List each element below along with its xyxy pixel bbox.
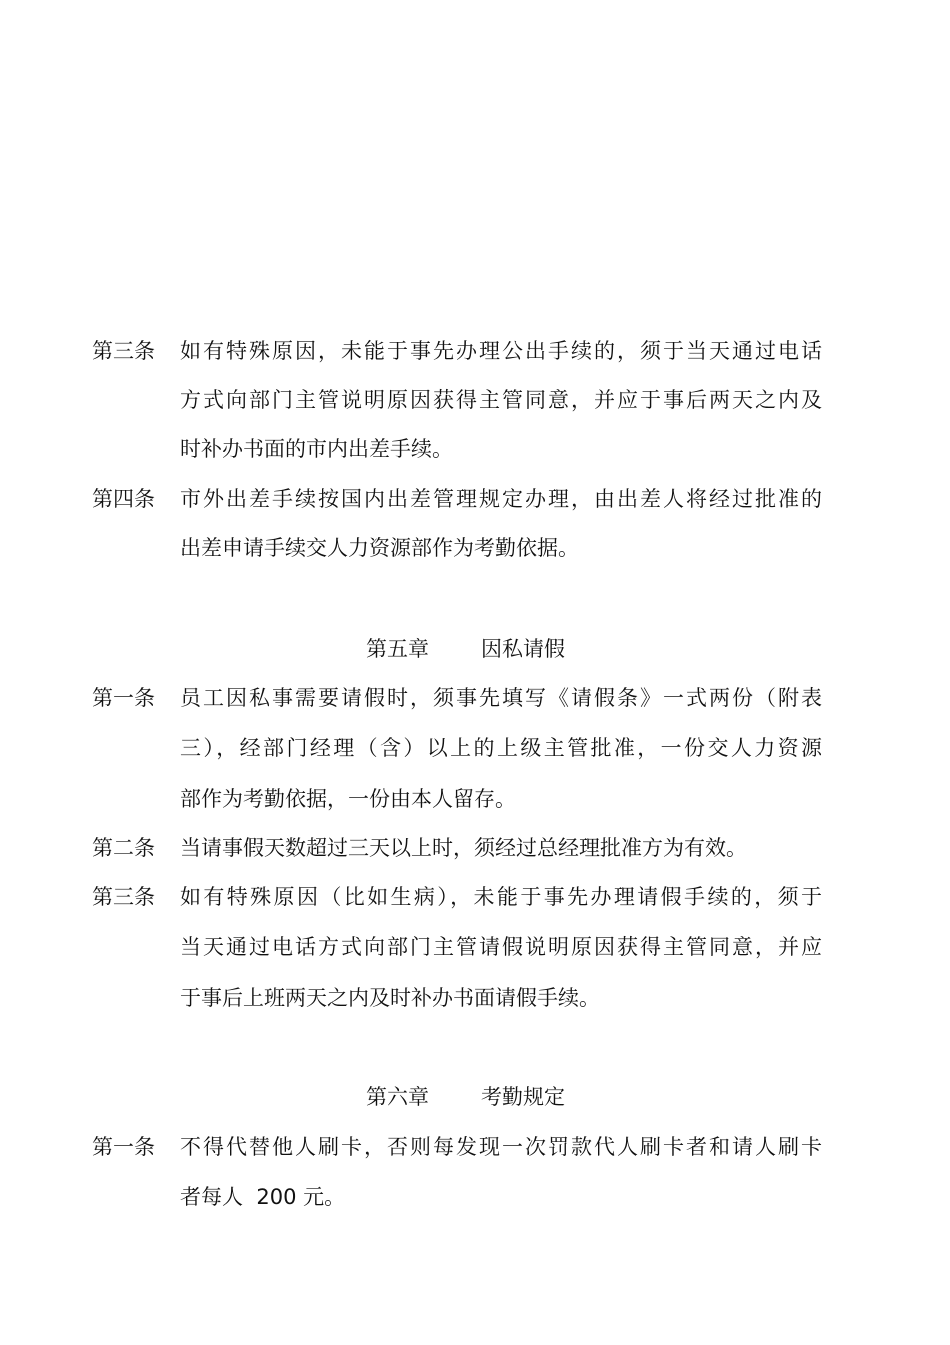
- article-text-line: 不得代替他人刷卡，否则每发现一次罚款代人刷卡者和请人刷卡: [180, 1135, 822, 1159]
- article-text-line: 者每人 200 元。: [180, 1185, 346, 1209]
- chapter-heading: [366, 1082, 565, 1112]
- article-text-line: 当请事假天数超过三天以上时，须经过总经理批准方为有效。: [180, 836, 747, 860]
- chapter-heading: [366, 634, 565, 664]
- article-text-line: 员工因私事需要请假时，须事先填写《请假条》一式两份（附表: [180, 686, 822, 710]
- article-label: 第三条: [92, 885, 155, 909]
- chapter-number: 第五章: [366, 637, 429, 661]
- article-text-line: 如有特殊原因（比如生病），未能于事先办理请假手续的，须于: [180, 885, 822, 909]
- article-label: 第二条: [92, 836, 155, 860]
- article-label: 第三条: [92, 339, 155, 363]
- article-text-line: 时补办书面的市内出差手续。: [180, 437, 453, 461]
- article-text-line: 于事后上班两天之内及时补办书面请假手续。: [180, 986, 600, 1010]
- chapter-number: 第六章: [366, 1085, 429, 1109]
- article-text-line: 部作为考勤依据，一份由本人留存。: [180, 787, 516, 811]
- article-text-line: 如有特殊原因，未能于事先办理公出手续的，须于当天通过电话: [180, 339, 822, 363]
- article-label: 第一条: [92, 686, 155, 710]
- article-label: 第四条: [92, 487, 155, 511]
- chapter-title: 考勤规定: [481, 1085, 565, 1109]
- article-label: 第一条: [92, 1135, 155, 1159]
- article-text-line: 方式向部门主管说明原因获得主管同意，并应于事后两天之内及: [180, 388, 822, 412]
- chapter-title: 因私请假: [481, 637, 565, 661]
- article-text-line: 出差申请手续交人力资源部作为考勤依据。: [180, 536, 579, 560]
- article-text-line: 当天通过电话方式向部门主管请假说明原因获得主管同意，并应: [180, 935, 822, 959]
- article-text-line: 三），经部门经理（含）以上的上级主管批准，一份交人力资源: [180, 736, 822, 760]
- article-text-line: 市外出差手续按国内出差管理规定办理，由出差人将经过批准的: [180, 487, 822, 511]
